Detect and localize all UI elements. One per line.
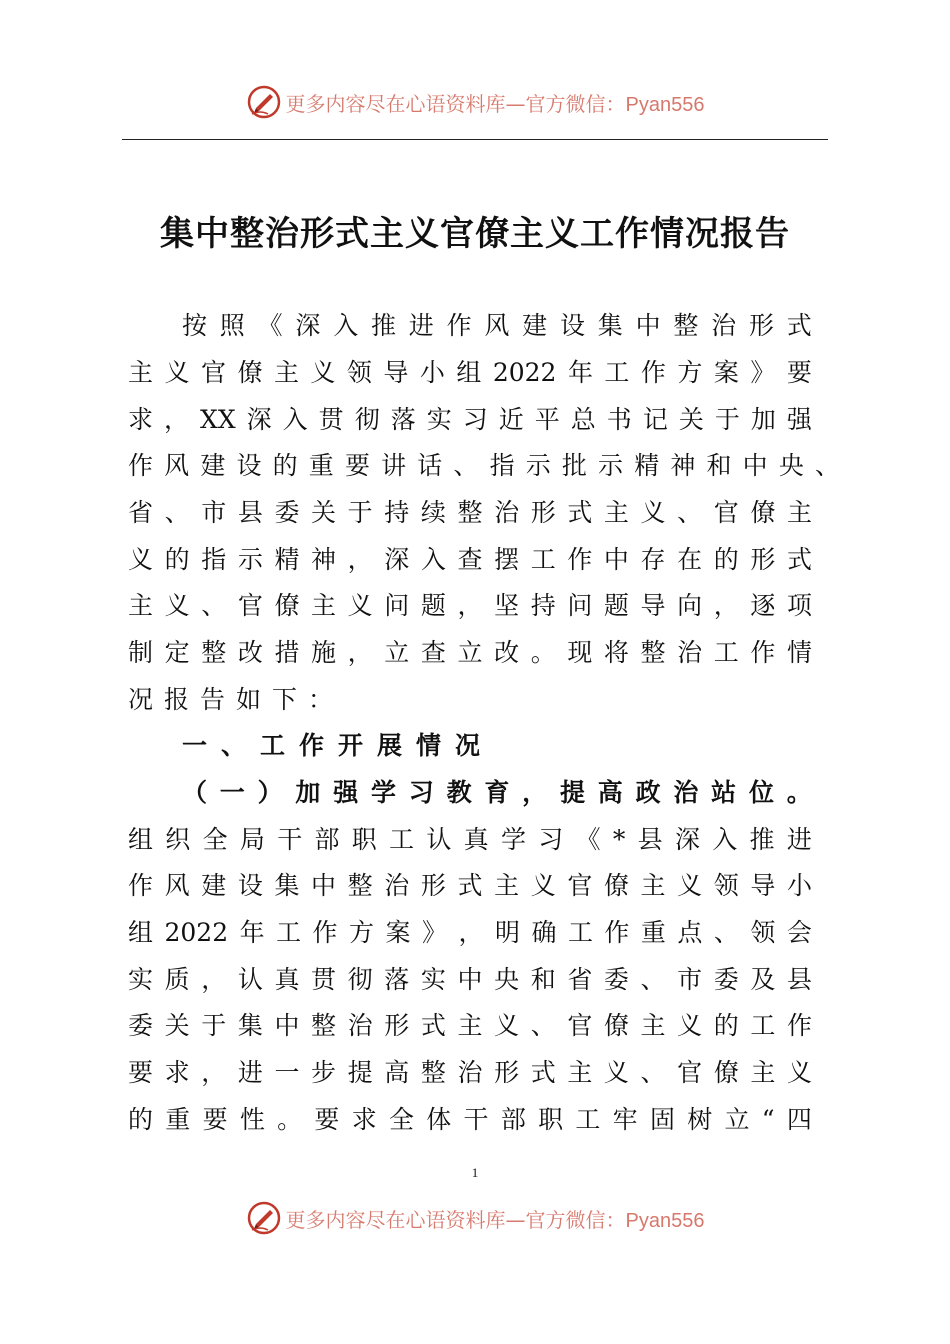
body-line: 主 义 官 僚 主 义 领 导 小 组 2022 年 工 作 方 案 》 要: [128, 358, 812, 387]
body-line: 求 ， XX 深 入 贯 彻 落 实 习 近 平 总 书 记 关 于 加 强: [128, 405, 812, 434]
body-line: 作 风 建 设 集 中 整 治 形 式 主 义 官 僚 主 义 领 导 小: [128, 871, 812, 900]
body-line: 组 2022 年 工 作 方 案 》 ， 明 确 工 作 重 点 、 领 会: [128, 918, 812, 947]
body-line: 义 的 指 示 精 神 ， 深 入 查 摆 工 作 中 存 在 的 形 式: [128, 545, 812, 574]
watermark-text: 更多内容尽在心语资料库—官方微信：Pyan556: [285, 1207, 705, 1232]
body-line: 委 关 于 集 中 整 治 形 式 主 义 、 官 僚 主 义 的 工 作: [128, 1011, 812, 1040]
watermark-text: 更多内容尽在心语资料库—官方微信：Pyan556: [285, 91, 705, 116]
body-line: 制 定 整 改 措 施 ， 立 查 立 改 。 现 将 整 治 工 作 情: [128, 638, 812, 667]
header-watermark: [0, 82, 950, 122]
document-title: 集中整治形式主义官僚主义工作情况报告: [160, 214, 790, 254]
header-divider: [122, 139, 828, 140]
body-line: 主 义 、 官 僚 主 义 问 题 ， 坚 持 问 题 导 向 ， 逐 项: [128, 591, 812, 620]
body-line: 组 织 全 局 干 部 职 工 认 真 学 习 《 * 县 深 入 推 进: [128, 825, 812, 854]
body-line: 作 风 建 设 的 重 要 讲 话 、 指 示 批 示 精 神 和 中 央 、: [128, 451, 840, 480]
footer-watermark: [0, 1198, 950, 1238]
body-line: 况报告如下：: [128, 685, 345, 714]
body-line: 要 求 ， 进 一 步 提 高 整 治 形 式 主 义 、 官 僚 主 义: [128, 1058, 812, 1087]
body-line: 按 照 《 深 入 推 进 作 风 建 设 集 中 整 治 形 式: [182, 311, 812, 340]
pen-logo-icon: [246, 84, 282, 120]
body-line: （ 一 ） 加 强 学 习 教 育 ， 提 高 政 治 站 位 。: [182, 778, 812, 807]
body-line: 省 、 市 县 委 关 于 持 续 整 治 形 式 主 义 、 官 僚 主: [128, 498, 812, 527]
pen-logo-icon: [246, 1200, 282, 1236]
body-line: 的 重 要 性 。 要 求 全 体 干 部 职 工 牢 固 树 立 “ 四: [128, 1105, 812, 1134]
body-line: 一、工作开展情况: [182, 731, 495, 760]
page-number: 1: [471, 1165, 479, 1180]
body-line: 实 质 ， 认 真 贯 彻 落 实 中 央 和 省 委 、 市 委 及 县: [128, 965, 812, 994]
